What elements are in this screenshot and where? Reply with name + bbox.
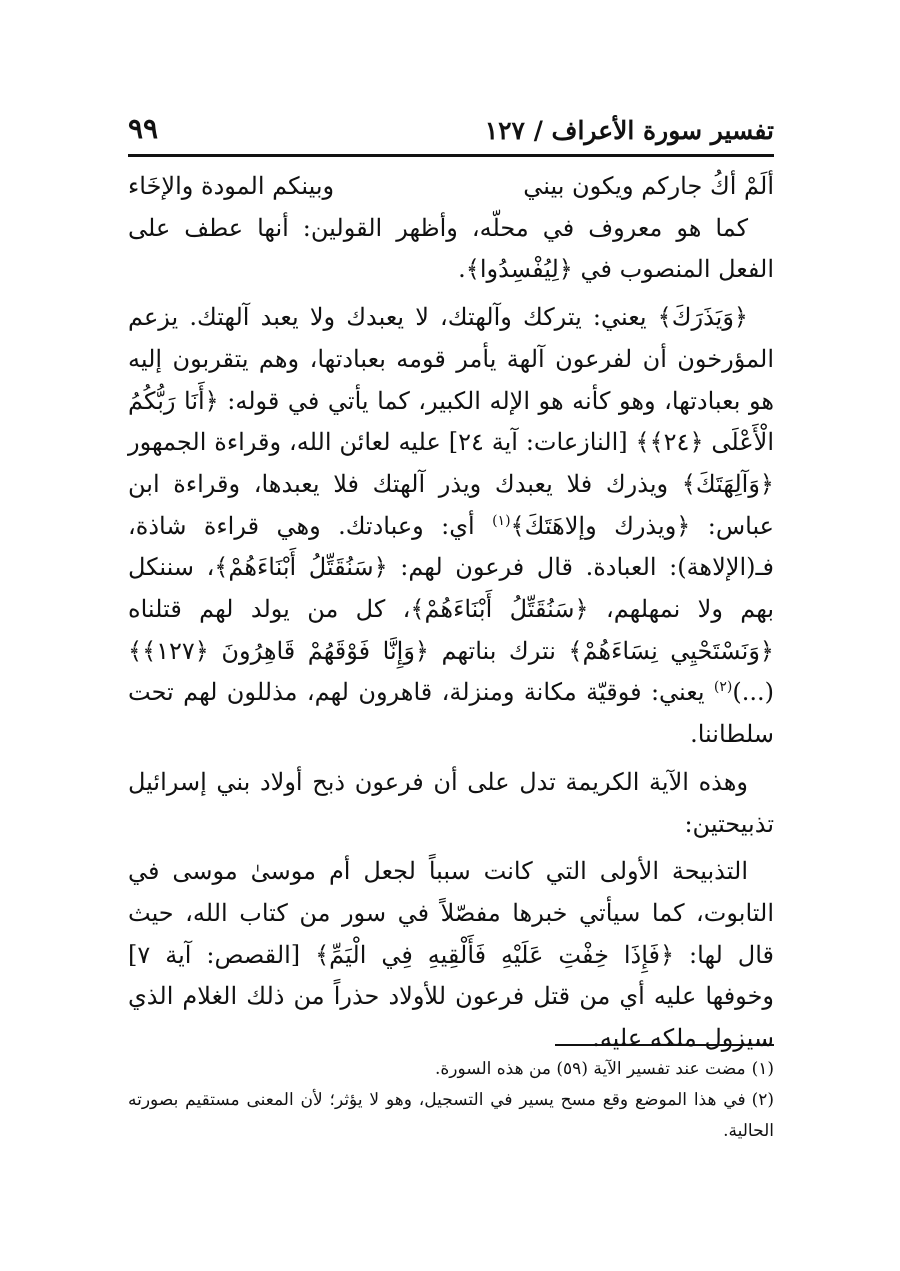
footnote-text: في هذا الموضع وقع مسح يسير في التسجيل، وهو لا يؤثر؛ لأن المعنى مستقيم بصورته الحالية. <box>128 1090 774 1141</box>
paragraph-2 <box>128 297 774 756</box>
footnote-2 <box>128 1085 774 1147</box>
poetry-line <box>128 166 774 208</box>
paragraph-2-part-c: يعني: فوقيّة مكانة ومنزلة، قاهرون لهم، مذللون لهم تحت سلطاننا. <box>128 678 774 749</box>
page-header <box>128 112 774 148</box>
paragraph-1: كما هو معروف في محلّه، وأظهر القولين: أنها عطف على الفعل المنصوب في ﴿لِيُفْسِدُوا﴾. <box>128 213 774 284</box>
paragraph-4: التذبيحة الأولى التي كانت سبباً لجعل أم موسىٰ موسى في التابوت، كما سيأتي خبرها مفصّلاً في سور من كتاب الله، حيث قال لها: ﴿فَإِذَا خِفْتِ عَلَيْهِ فَأَلْقِيهِ فِي الْيَمِّ﴾ [القصص: آية ٧] وخوفها عليه أي من قتل فرعون للأولاد حذراً من ذلك الغلام الذي سيزول ملكه عليه. <box>128 857 774 1053</box>
running-title: تفسير سورة الأعراف / ١٢٧ <box>484 116 774 145</box>
main-text <box>128 166 774 1060</box>
footnote-label: (١) <box>751 1059 774 1079</box>
footnote-text: مضت عند تفسير الآية (٥٩) من هذه السورة. <box>434 1059 746 1079</box>
paragraph-3: وهذه الآية الكريمة تدل على أن فرعون ذبح أولاد بني إسرائيل تذبيحتين: <box>128 767 774 838</box>
footnote-ref-1[interactable]: (١) <box>492 512 511 529</box>
paragraph-2-part-b: أي: وعبادتك. وهي قراءة شاذة، فـ(الإلاهة): العبادة. قال فرعون لهم: ﴿سَنُقَتِّلُ أَبْنَاءَهُمْ﴾، سننكل بهم ولا نمهلهم، ﴿سَنُقَتِّلُ أَبْنَاءَهُمْ﴾، كل من يولد لهم قتلناه ﴿وَنَسْتَحْيِي نِسَاءَهُمْ﴾ نترك بناتهم ﴿وَإِنَّا فَوْقَهُمْ قَاهِرُونَ ﴿١٢٧﴾﴾ (...) <box>128 511 774 707</box>
footnote-1 <box>128 1054 774 1085</box>
footnote-label: (٢) <box>751 1090 774 1110</box>
page-number: ٩٩ <box>128 112 159 145</box>
verse-first-hemistich: ألَمْ أكُ جاركم ويكون بيني <box>523 172 774 200</box>
footnotes <box>128 1054 774 1147</box>
verse-second-hemistich: وبينكم المودة والإخَاء <box>128 172 335 200</box>
header-rule <box>128 154 774 157</box>
footnote-rule <box>555 1044 774 1046</box>
footnote-ref-2[interactable]: (٢) <box>713 679 733 696</box>
paragraph-2-part-a: ﴿وَيَذَرَكَ﴾ يعني: يتركك وآلهتك، لا يعبدك ولا يعبد آلهتك. يزعم المؤرخون أن لفرعون آلهة يأمر قومه بعبادتها، وهم يتقربون إليه هو بعبادتها، وهو كأنه هو الإله الكبير، كما يأتي في قوله: ﴿أَنَا رَبُّكُمُ الْأَعْلَى ﴿٢٤﴾﴾ [النازعات: آية ٢٤] عليه لعائن الله، وقراءة الجمهور ﴿وَآلِهَتَكَ﴾ ويذرك فلا يعبدك ويذر آلهتك فلا يعبدها، وقراءة ابن عباس: ﴿ويذرك وإلاهَتَكَ﴾ <box>128 303 775 540</box>
